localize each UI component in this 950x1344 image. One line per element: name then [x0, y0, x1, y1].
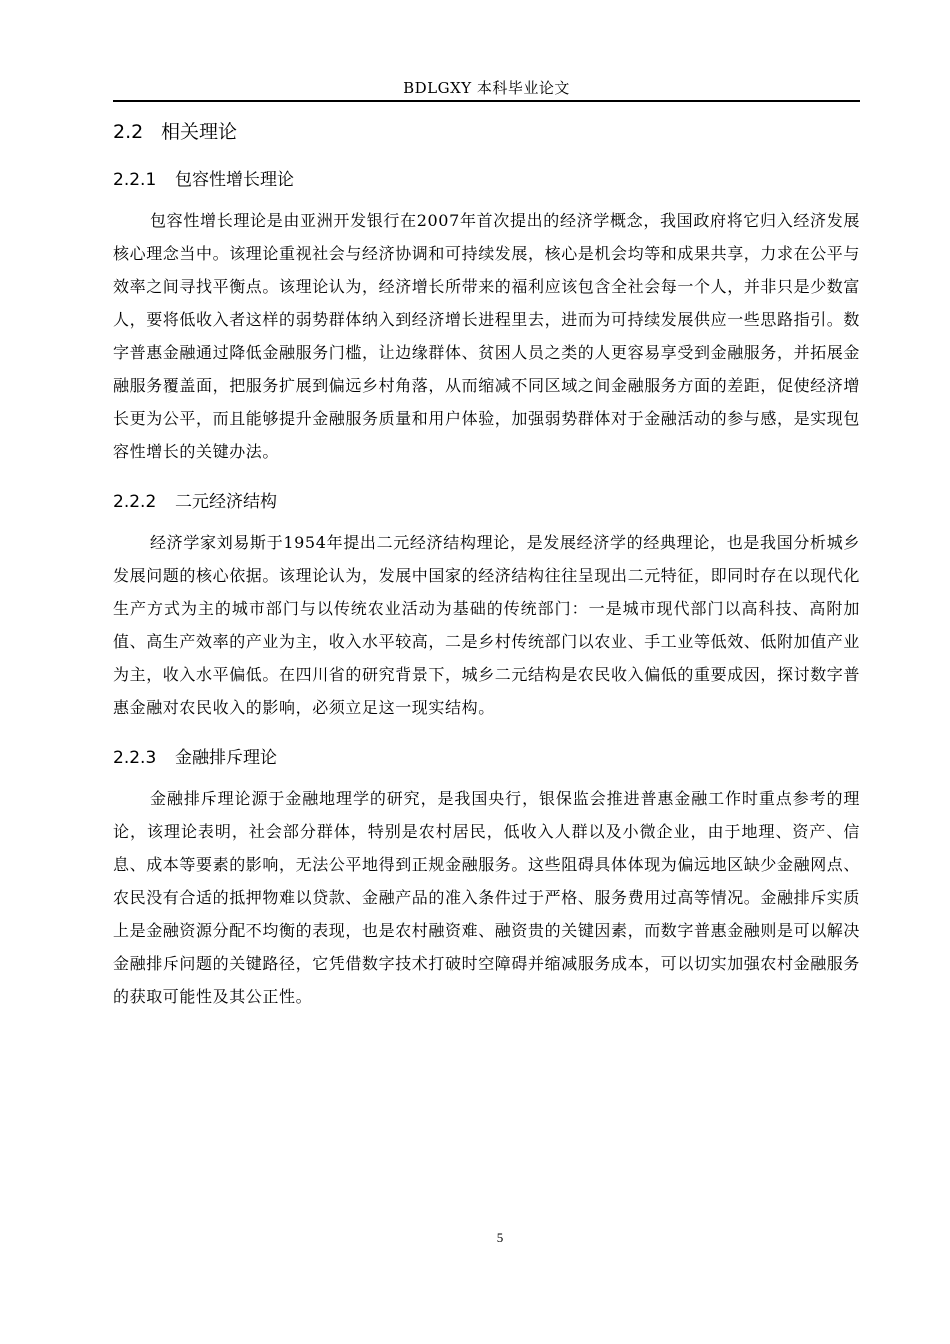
section-heading — [113, 112, 860, 152]
page-content — [113, 112, 860, 1013]
section-number: 2.2 — [113, 121, 144, 143]
paragraph-dual-economy: 经济学家刘易斯于1954年提出二元经济结构理论，是发展经济学的经典理论，也是我国分析城乡发展问题的核心依据。该理论认为，发展中国家的经济结构往往呈现出二元特征，即同时存在以现代化生产方式为主的城市部门与以传统农业活动为基础的传统部门：一是城市现代部门以高科技、高附加值、高生产效率的产业为主，收入水平较高，二是乡村传统部门以农业、手工业等低效、低附加值产业为主，收入水平偏低。在四川省的研究背景下，城乡二元结构是农民收入偏低的重要成因，探讨数字普惠金融对农民收入的影响，必须立足这一现实结构。 — [113, 533, 861, 717]
header-rule — [113, 100, 860, 102]
subsection-number: 2.2.1 — [113, 170, 157, 190]
subsection-title: 二元经济结构 — [175, 492, 277, 512]
page-number: 5 — [496, 1230, 504, 1245]
paragraph-financial-exclusion: 金融排斥理论源于金融地理学的研究，是我国央行，银保监会推进普惠金融工作时重点参考的理论，该理论表明，社会部分群体，特别是农村居民，低收入人群以及小微企业，由于地理、资产、信息、成本等要素的影响，无法公平地得到正规金融服务。这些阻碍具体体现为偏远地区缺少金融网点、农民没有合适的抵押物难以贷款、金融产品的准入条件过于严格、服务费用过高等情况。金融排斥实质上是金融资源分配不均衡的表现，也是农村融资难、融资贵的关键因素，而数字普惠金融则是可以解决金融排斥问题的关键路径，它凭借数字技术打破时空障碍并缩减服务成本，可以切实加强农村金融服务的获取可能性及其公正性。 — [113, 789, 861, 1006]
subsection-heading-3 — [113, 744, 860, 772]
subsection-heading-2 — [113, 488, 860, 516]
running-header: BDLGXY 本科毕业论文 — [403, 79, 570, 97]
section-title: 相关理论 — [161, 121, 238, 143]
subsection-number: 2.2.2 — [113, 492, 157, 512]
subsection-heading-1 — [113, 166, 860, 194]
paragraph-inclusive-growth: 包容性增长理论是由亚洲开发银行在2007年首次提出的经济学概念，我国政府将它归入经济发展核心理念当中。该理论重视社会与经济协调和可持续发展，核心是机会均等和成果共享，力求在公平与效率之间寻找平衡点。该理论认为，经济增长所带来的福利应该包含全社会每一个人，并非只是少数富人，要将低收入者这样的弱势群体纳入到经济增长进程里去，进而为可持续发展供应一些思路指引。数字普惠金融通过降低金融服务门槛，让边缘群体、贫困人员之类的人更容易享受到金融服务，并拓展金融服务覆盖面，把服务扩展到偏远乡村角落，从而缩减不同区域之间金融服务方面的差距，促使经济增长更为公平，而且能够提升金融服务质量和用户体验，加强弱势群体对于金融活动的参与感，是实现包容性增长的关键办法。 — [113, 211, 861, 461]
subsection-title: 包容性增长理论 — [175, 170, 294, 190]
subsection-number: 2.2.3 — [113, 748, 157, 768]
subsection-title: 金融排斥理论 — [175, 748, 277, 768]
